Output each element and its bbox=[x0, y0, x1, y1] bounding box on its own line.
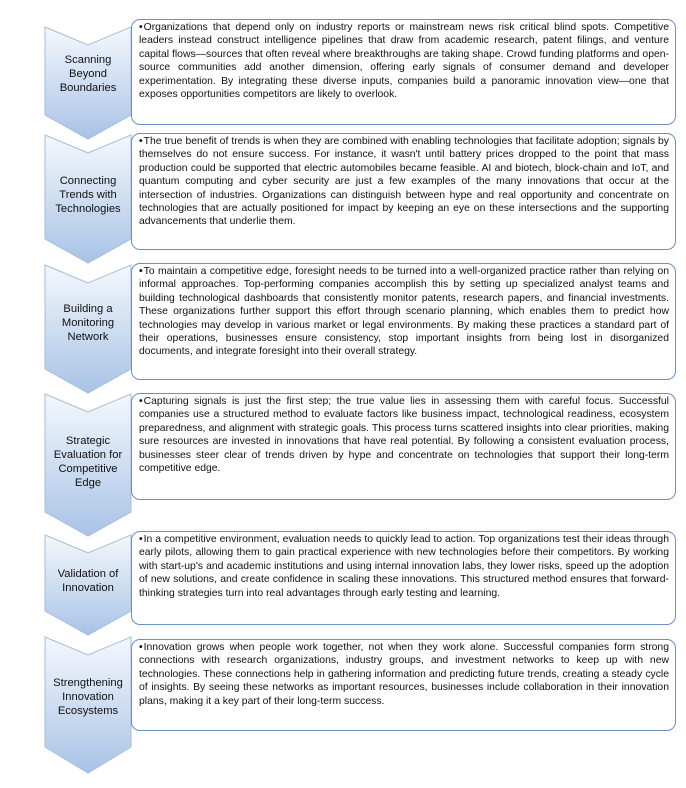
step-description: Innovation grows when people work together, not when they work alone. Successful companies form strong connections with research organizations, industry groups, and investment networks to keep up with new technologies. These connections help in gathering information and predicting future trends, creating a steady cycle of insights. By seeing these networks as important resources, businesses include collaboration in their innovation plans, making it a key part of their long-term success. bbox=[139, 642, 669, 707]
bullet-marker: • bbox=[139, 22, 143, 33]
step-description-card bbox=[131, 19, 676, 125]
chevron-shape bbox=[45, 637, 131, 773]
chevron-shape bbox=[45, 265, 131, 393]
step-description: Organizations that depend only on industry reports or mainstream news risk critical blind spots. Competitive leaders instead construct intelligence pipelines that draw from academic research, patent filings, and venture capital flows—sources that often reveal where breakthroughs are taking shape. Crowd funding platforms and open-source communities add another dimension, offering early signals of consumer demand and developer experimentation. By integrating these diverse inputs, companies build a panoramic innovation view—one that exposes opportunities competitors are likely to overlook. bbox=[139, 22, 669, 101]
step-description-card bbox=[131, 531, 676, 625]
bullet-marker: • bbox=[139, 534, 143, 545]
step-title: Validation of Innovation bbox=[57, 568, 119, 594]
bullet-marker: • bbox=[139, 396, 143, 407]
step-description: The true benefit of trends is when they are combined with enabling technologies that facilitate adoption; signals by themselves do not ensure success. For instance, it wasn't until battery prices dropped to the point that mass production could be supported that electric automobiles became feasible. AI and biotech, block-chain and IoT, and quantum computing and cyber security are just a few examples of the many innovations that occur at the intersection of industries. Organizations can distinguish between hype and real opportunity and concentrate on technologies that are actually positioned for impact by keeping an eye on these intersections and the supporting advancements that underlie them. bbox=[139, 136, 669, 228]
step-description-card bbox=[131, 393, 676, 500]
step-title: Connecting Trends with Technologies bbox=[55, 175, 121, 215]
step-title: Strategic Evaluation for Competitive Edge bbox=[53, 435, 123, 489]
chevron-shape bbox=[45, 27, 131, 139]
step-title: Strengthening Innovation Ecosystems bbox=[53, 677, 123, 717]
bullet-marker: • bbox=[139, 136, 143, 147]
bullet-marker: • bbox=[139, 266, 143, 277]
step-description: In a competitive environment, evaluation needs to quickly lead to action. Top organizations test their ideas through early pilots, allowing them to gain practical experience with new technologies before their competitors. By working with start-up's and academic institutions and using internal innovation labs, they lower risks, speed up the adoption of new solutions, and create confidence in scaling these innovations. This structured method ensures that forward-thinking strategies turn into real advantages through early testing and learning. bbox=[139, 534, 669, 599]
step-description-card bbox=[131, 263, 676, 380]
chevron-shape bbox=[45, 394, 131, 536]
chevron-shape bbox=[45, 135, 131, 263]
step-description: To maintain a competitive edge, foresight needs to be turned into a well-organized practice rather than relying on informal approaches. Top-performing companies accomplish this by setting up specialized analyst teams and building technological dashboards that consistently monitor patents, research papers, and financial investments. These organizations further support this effort through scenario planning, which enables them to predict how technologies may develop in various market or legal environments. By making these practices a standard part of their operations, businesses ensure consistency, stop important insights from being lost in disorganized documents, and integrate foresight into their overall strategy. bbox=[139, 266, 669, 358]
step-title: Scanning Beyond Boundaries bbox=[59, 54, 117, 94]
chevron-shape bbox=[45, 535, 131, 635]
step-description-card bbox=[131, 133, 676, 250]
step-description: Capturing signals is just the first step; the true value lies in assessing them with careful focus. Successful companies use a structured method to evaluate factors like business impact, technological readiness, ecosystem preparedness, and alignment with strategic goals. This process turns scattered insights into clear priorities, making sure resources are invested in innovations that have real potential. By following a consistent evaluation process, businesses steer clear of trends driven by hype and concentrate on technologies that support their long-term competitive edge. bbox=[139, 396, 669, 475]
step-description-card bbox=[131, 639, 676, 731]
step-title: Building a Monitoring Network bbox=[61, 303, 115, 343]
bullet-marker: • bbox=[139, 642, 143, 653]
